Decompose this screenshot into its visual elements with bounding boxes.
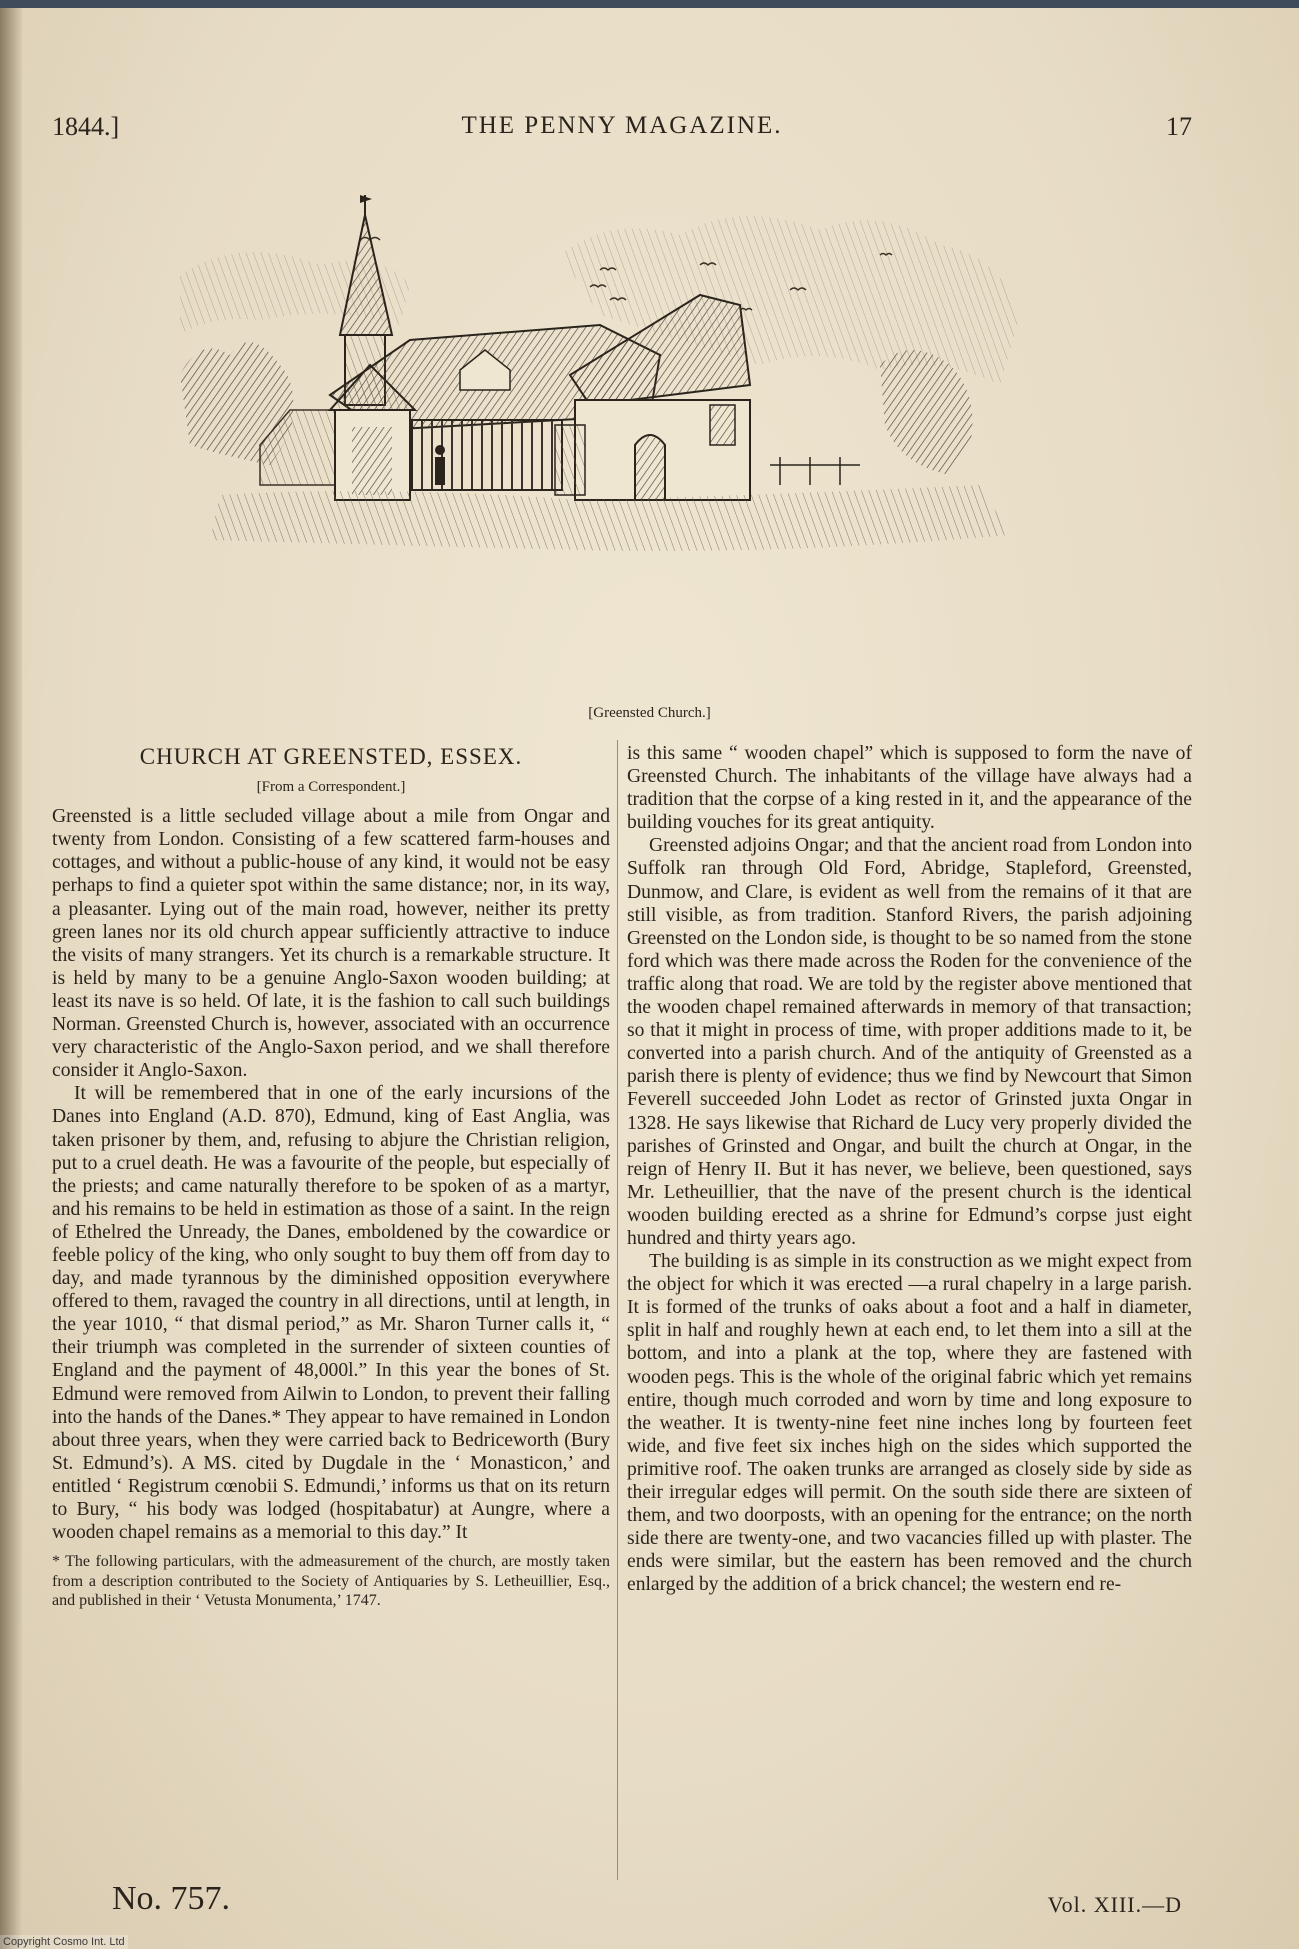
footer [52,1880,1192,1930]
header-year: 1844.] [52,112,120,141]
page-number: 17 [1166,112,1192,141]
image-caption: [Greensted Church.] [588,705,711,721]
paragraph: It will be remembered that in one of the early incursions of the Danes into England (A.D. 870), Edmund, king of East Anglia, was taken prisoner by them, and, refusing to abjure the Christian religion, put to a cruel death. He was a favourite of the people, but especially of the priests; and came naturally therefore to be spoken of as a martyr, and his remains to be held in estimation as those of a saint. In the reign of Ethelred the Unready, the Danes, emboldened by the cowardice or feeble policy of the king, who only sought to buy them off from day to day, and made tyrannous by the diminished opposition everywhere offered to them, ravaged the country in all directions, until at length, in the year 1010, “ that dismal period,” as Mr. Sharon Turner calls it, “ their triumph was completed in the surrender of sixteen counties of England and the payment of 48,000l.” In this year the bones of St. Edmund were removed from Ailwin to London, to prevent their falling into the hands of the Danes.* They appear to have remained in London about three years, when they were carried back to Bedriceworth (Bury St. Edmund’s). A MS. cited by Dugdale in the ‘ Monasticon,’ and entitled ‘ Registrum cœnobii S. Edmundi,’ informs us that on its return to Bury, “ his body was lodged (hospitabatur) at Aungre, where a wooden chapel remains as a memorial to this day.” It [52,1083,610,1544]
running-header [52,112,1192,152]
top-edge [0,0,1299,8]
volume-signature: Vol. XIII.—D [1047,1892,1182,1917]
paragraph: Greensted is a little secluded village about a mile from Ongar and twenty from London. Consisting of a few scattered farm-houses and cottages, and without a public-house of any kind, it would not be easy perhaps to find a quieter spot within the same distance; nor, in its way, a pleasanter. Lying out of the main road, however, neither its pretty green lanes nor its old church appear sufficiently attractive to induce the visits of many strangers. Yet its church is a remarkable structure. It is held by many to be a genuine Anglo-Saxon wooden building; at least its nave is so held. Of late, it is the fashion to call such buildings Norman. Greensted Church is, however, associated with an occurrence very characteristic of the Anglo-Saxon period, and we shall therefore consider it Anglo-Saxon. [52,806,610,1082]
column-divider [617,740,618,1880]
timber-wall [412,420,562,490]
paragraph: is this same “ wooden chapel” which is supposed to form the nave of Greensted Church. The inhabitants of the village have always had a tradition that the corpse of a king rested in it, and the appearance of the building vouches for its great antiquity. [627,743,1192,834]
issue-number: No. 757. [112,1880,231,1917]
paragraph: Greensted adjoins Ongar; and that the ancient road from London into Suffolk ran through Old Ford, Abridge, Stapleford, Greensted, Dunmow, and Clare, is evident as well from the remains of it that are still visible, as from tradition. Stanford Rivers, the parish adjoining Greensted on the London side, is thought to be so named from the stone ford which was there made across the Roden for the convenience of the traffic along that road. We are told by the register above mentioned that the wooden chapel remained afterwards in memory of that transaction; so that it might in process of time, with proper additions made to it, be converted into a parish church. And of the antiquity of Greensted as a parish there is plenty of evidence; thus we find by Newcourt that Simon Feverell succeeded John Lodet as rector of Grinsted juxta Ongar in 1328. He says likewise that Richard de Lucy very properly divided the parishes of Grinsted and Ongar, and built the church at Ongar, in the reign of Henry II. But it has never, we believe, been questioned, says Mr. Letheuillier, that the nave of the present church is the identical wooden building erected as a shrine for Edmund’s corpse just eight hundred and thirty years ago. [627,835,1192,1249]
church-engraving [180,195,1060,695]
footnote: * The following particulars, with the admeasurement of the church, are mostly taken from a description contributed to the Society of Antiquaries by S. Letheuillier, Esq., and published in their ‘ Vetusta Monumenta,’ 1747. [52,1553,610,1610]
fence [770,457,860,485]
header-title: THE PENNY MAGAZINE. [461,112,783,139]
figure [435,445,445,485]
paragraph: The building is as simple in its construction as we might expect from the object for which it was erected —a rural chapelry in a large parish. It is formed of the trunks of oaks about a foot and a half in diameter, split in half and roughly hewn at each end, to let them into a sill at the bottom, and into a plank at the top, where they are fastened with wooden pegs. This is the whole of the original fabric which yet remains entire, though much corroded and worn by time and long exposure to the weather. It is twenty-nine feet nine inches long by fourteen feet wide, and five feet six inches high on the sides which supported the primitive roof. The oaken trunks are arranged as closely side by side as their irregular edges will permit. On the south side there are sixteen of them, and two doorposts, with an opening for the entrance; on the north side there are twenty-one, and two vacancies filled up with plaster. The ends were similar, but the eastern has been removed and the church enlarged by the addition of a brick chancel; the western end re- [627,1251,1192,1596]
binding-edge [0,0,22,1949]
byline: [From a Correspondent.] [256,779,406,796]
article-title: CHURCH AT GREENSTED, ESSEX. [139,744,523,769]
right-column [627,742,1192,1596]
copyright-watermark: Copyright Cosmo Int. Ltd [0,1935,128,1949]
left-column [52,745,610,1611]
